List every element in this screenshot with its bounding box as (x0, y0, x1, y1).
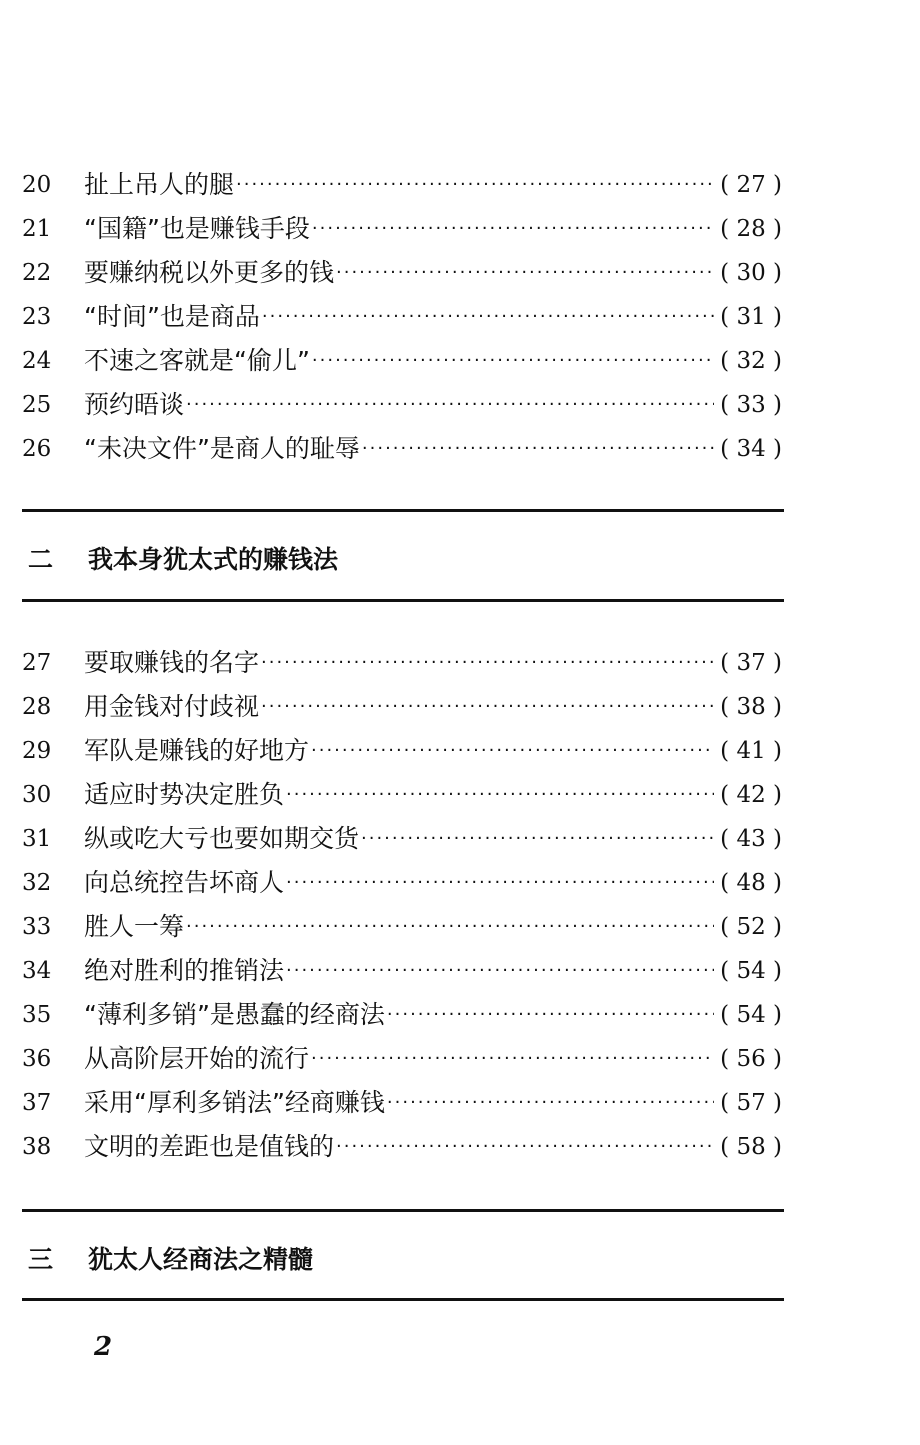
toc-list-part2 (22, 641, 782, 1169)
toc-entry[interactable] (22, 207, 782, 251)
section-number: 二 (28, 545, 54, 574)
dot-leader (284, 949, 714, 993)
dot-leader (334, 251, 714, 295)
toc-entry[interactable] (22, 905, 782, 949)
entry-number: 20 (22, 172, 52, 198)
entry-page: ( 33 ) (720, 392, 782, 418)
entry-number: 32 (22, 870, 52, 896)
toc-entry[interactable] (22, 729, 782, 773)
entry-page: ( 30 ) (720, 260, 782, 286)
entry-page: ( 27 ) (720, 172, 782, 198)
toc-entry[interactable] (22, 383, 782, 427)
entry-title: “未决文件”是商人的耻辱 (84, 434, 360, 463)
entry-number: 31 (22, 826, 52, 852)
entry-title: 不速之客就是“偷儿” (84, 346, 310, 375)
dot-leader (259, 685, 714, 729)
entry-page: ( 57 ) (720, 1090, 782, 1116)
entry-number: 37 (22, 1090, 52, 1116)
entry-title: “国籍”也是赚钱手段 (84, 214, 310, 243)
dot-leader (309, 729, 714, 773)
section-rule-bottom (22, 599, 784, 602)
entry-title: 从高阶层开始的流行 (84, 1044, 310, 1073)
entry-number: 29 (22, 738, 52, 764)
dot-leader (284, 861, 714, 905)
entry-number: 34 (22, 958, 52, 984)
section-title: 犹太人经商法之精髓 (88, 1245, 314, 1274)
entry-title: 绝对胜利的推销法 (84, 956, 285, 985)
toc-entry[interactable] (22, 163, 782, 207)
entry-page: ( 42 ) (720, 782, 782, 808)
entry-title: 要取赚钱的名字 (84, 648, 260, 677)
dot-leader (310, 339, 714, 383)
entry-title: 采用“厚利多销法”经商赚钱 (84, 1088, 385, 1117)
entry-number: 36 (22, 1046, 52, 1072)
toc-entry[interactable] (22, 773, 782, 817)
toc-entry[interactable] (22, 993, 782, 1037)
dot-leader (259, 641, 714, 685)
entry-page: ( 52 ) (720, 914, 782, 940)
entry-page: ( 43 ) (720, 826, 782, 852)
entry-page: ( 31 ) (720, 304, 782, 330)
toc-entry[interactable] (22, 861, 782, 905)
entry-title: “薄利多销”是愚蠢的经商法 (84, 1000, 385, 1029)
entry-title: 扯上吊人的腿 (84, 170, 235, 199)
toc-entry[interactable] (22, 427, 782, 471)
entry-title: 要赚纳税以外更多的钱 (84, 258, 335, 287)
dot-leader (284, 773, 714, 817)
toc-entry[interactable] (22, 339, 782, 383)
entry-page: ( 37 ) (720, 650, 782, 676)
toc-entry[interactable] (22, 251, 782, 295)
entry-page: ( 48 ) (720, 870, 782, 896)
toc-entry[interactable] (22, 295, 782, 339)
entry-number: 26 (22, 436, 52, 462)
entry-page: ( 41 ) (720, 738, 782, 764)
entry-number: 35 (22, 1002, 52, 1028)
toc-entry[interactable] (22, 949, 782, 993)
entry-page: ( 34 ) (720, 436, 782, 462)
section-heading[interactable] (28, 1238, 313, 1278)
dot-leader (309, 1037, 714, 1081)
entry-number: 22 (22, 260, 52, 286)
page-number: 2 (94, 1332, 113, 1362)
entry-title: 预约晤谈 (84, 390, 185, 419)
entry-page: ( 58 ) (720, 1134, 782, 1160)
entry-title: “时间”也是商品 (84, 302, 260, 331)
entry-title: 适应时势决定胜负 (84, 780, 285, 809)
toc-entry[interactable] (22, 1081, 782, 1125)
dot-leader (234, 163, 714, 207)
entry-number: 24 (22, 348, 52, 374)
dot-leader (310, 207, 714, 251)
section-title: 我本身犹太式的赚钱法 (88, 545, 339, 574)
dot-leader (184, 383, 714, 427)
entry-number: 25 (22, 392, 52, 418)
entry-number: 21 (22, 216, 52, 242)
dot-leader (359, 817, 714, 861)
section-rule-top (22, 1209, 784, 1212)
entry-page: ( 54 ) (720, 1002, 782, 1028)
dot-leader (184, 905, 714, 949)
toc-entry[interactable] (22, 1125, 782, 1169)
entry-number: 23 (22, 304, 52, 330)
toc-entry[interactable] (22, 641, 782, 685)
dot-leader (385, 1081, 714, 1125)
entry-page: ( 54 ) (720, 958, 782, 984)
entry-number: 38 (22, 1134, 52, 1160)
entry-page: ( 56 ) (720, 1046, 782, 1072)
section-rule-top (22, 509, 784, 512)
entry-page: ( 38 ) (720, 694, 782, 720)
toc-entry[interactable] (22, 685, 782, 729)
toc-list-part1 (22, 163, 782, 471)
toc-entry[interactable] (22, 817, 782, 861)
entry-title: 用金钱对付歧视 (84, 692, 260, 721)
entry-title: 军队是赚钱的好地方 (84, 736, 310, 765)
entry-number: 30 (22, 782, 52, 808)
entry-page: ( 28 ) (720, 216, 782, 242)
entry-title: 文明的差距也是值钱的 (84, 1132, 335, 1161)
entry-number: 28 (22, 694, 52, 720)
section-heading[interactable] (28, 538, 338, 578)
dot-leader (385, 993, 714, 1037)
dot-leader (260, 295, 714, 339)
entry-number: 27 (22, 650, 52, 676)
entry-title: 胜人一筹 (84, 912, 185, 941)
dot-leader (360, 427, 714, 471)
entry-page: ( 32 ) (720, 348, 782, 374)
section-rule-bottom (22, 1298, 784, 1301)
toc-entry[interactable] (22, 1037, 782, 1081)
entry-number: 33 (22, 914, 52, 940)
section-number: 三 (28, 1245, 54, 1274)
dot-leader (334, 1125, 714, 1169)
entry-title: 纵或吃大亏也要如期交货 (84, 824, 360, 853)
entry-title: 向总统控告坏商人 (84, 868, 285, 897)
